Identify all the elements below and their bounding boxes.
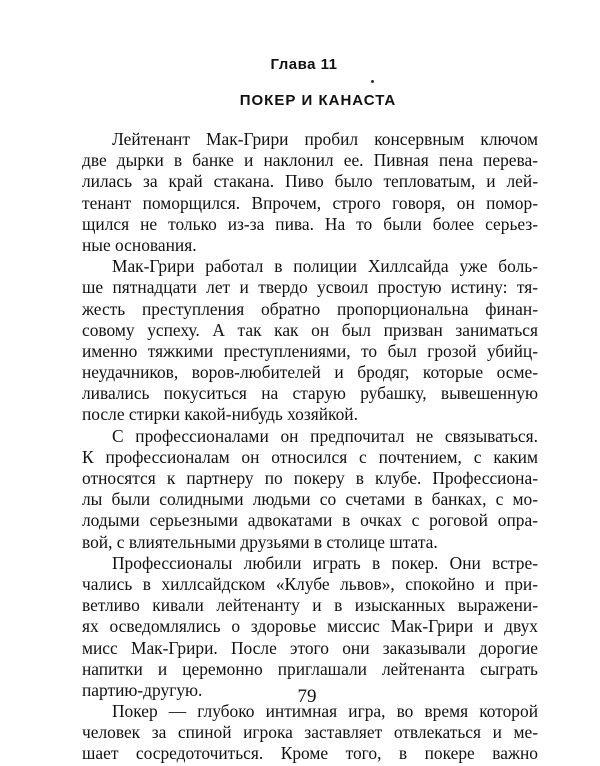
text-line: напитки и церемонно приглашали лейтенанта сыграть	[82, 658, 538, 679]
text-line: неудачников, воров-любителей и бродяг, которые осме-	[82, 362, 538, 383]
text-line: ях осведомлялись о здоровье миссис Мак-Грири и двух	[82, 616, 538, 637]
text-line: лодыми серьезными адвокатами в очках с роговой опра-	[82, 510, 538, 531]
text-line: именно тяжкими преступлениями, то был грозой убийц-	[82, 340, 538, 361]
body-text	[82, 129, 538, 765]
text-line: ливались покуситься на старую рубашку, вывешенную	[82, 383, 538, 404]
text-line: К профессионалам он относился с почтением, с каким	[82, 446, 538, 467]
text-line: шает сосредоточиться. Кроме того, в покере важно	[82, 743, 538, 764]
text-line: партию-другую.	[82, 679, 203, 700]
text-line: две дырки в банке и наклонил ее. Пивная пена перева-	[82, 150, 538, 171]
page-number: 79	[297, 686, 317, 707]
text-line: ные основания.	[82, 234, 197, 255]
text-line: мисс Мак-Грири. После этого они заказывали дорогие	[82, 637, 538, 658]
text-line: Профессионалы любили играть в покер. Они встре-	[112, 552, 538, 573]
text-line: Покер — глубоко интимная игра, во время которой	[112, 701, 538, 722]
chapter-label: Глава 11	[270, 56, 338, 73]
text-line: лы были солидными людьми со счетами в банках, с мо-	[82, 489, 538, 510]
chapter-title: ПОКЕР И КАНАСТА	[239, 92, 397, 109]
text-line: человек за спиной игрока заставляет отвлекаться и ме-	[82, 722, 538, 743]
text-line: Мак-Грири работал в полиции Хиллсайда уже боль-	[112, 256, 538, 277]
text-line: тенант поморщился. Впрочем, строго говоря, он помор-	[82, 192, 538, 213]
print-speck	[371, 80, 374, 83]
text-line: Лейтенант Мак-Грири пробил консервным ключом	[112, 129, 538, 149]
text-line: чались в хиллсайдском «Клубе львов», спокойно и при-	[82, 573, 538, 594]
text-line: вой, с влиятельными друзьями в столице штата.	[82, 531, 438, 552]
text-line: после стирки какой-нибудь хозяйкой.	[82, 404, 358, 425]
text-line: ше пятнадцати лет и твердо усвоил простую истину: тя-	[82, 277, 538, 298]
text-line: С профессионалами он предпочитал не связываться.	[112, 425, 538, 446]
text-line: ветливо кивали лейтенанту и в изысканных выражени-	[82, 595, 538, 616]
text-line: совому успеху. А так как он был призван заниматься	[82, 319, 538, 340]
text-line: относятся к партнеру по покеру в клубе. Профессиона-	[82, 468, 538, 488]
text-line: щился не только из-за пива. На то были более серьез-	[82, 213, 538, 234]
text-line: лилась за край стакана. Пиво было тепловатым, и лей-	[82, 171, 538, 192]
text-line: жесть преступления обратно пропорциональна финан-	[82, 298, 538, 319]
